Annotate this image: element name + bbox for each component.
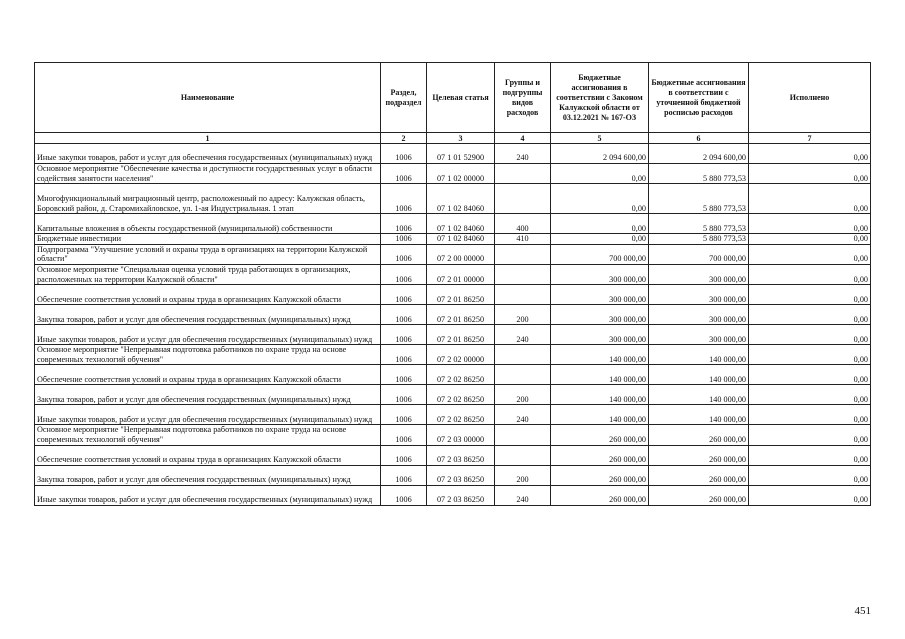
header-target: Целевая статья bbox=[427, 63, 495, 133]
header-row bbox=[35, 63, 871, 133]
cell-refined: 140 000,00 bbox=[649, 405, 749, 425]
cell-target: 07 2 01 00000 bbox=[427, 264, 495, 284]
cell-refined: 140 000,00 bbox=[649, 365, 749, 385]
cell-executed: 0,00 bbox=[749, 485, 871, 505]
cell-executed: 0,00 bbox=[749, 285, 871, 305]
cell-refined: 2 094 600,00 bbox=[649, 144, 749, 164]
cell-law: 0,00 bbox=[551, 214, 649, 234]
cell-executed: 0,00 bbox=[749, 405, 871, 425]
cell-section: 1006 bbox=[381, 305, 427, 325]
cell-group bbox=[495, 365, 551, 385]
column-number: 5 bbox=[551, 133, 649, 144]
cell-group bbox=[495, 445, 551, 465]
table-row bbox=[35, 485, 871, 505]
cell-section: 1006 bbox=[381, 405, 427, 425]
cell-group: 200 bbox=[495, 305, 551, 325]
cell-executed: 0,00 bbox=[749, 325, 871, 345]
cell-target: 07 2 03 86250 bbox=[427, 485, 495, 505]
table-row bbox=[35, 425, 871, 445]
cell-name: Закупка товаров, работ и услуг для обеспечения государственных (муниципальных) нужд bbox=[35, 385, 381, 405]
cell-section: 1006 bbox=[381, 184, 427, 214]
cell-section: 1006 bbox=[381, 264, 427, 284]
cell-group bbox=[495, 264, 551, 284]
header-refined: Бюджетные ассигнования в соответствии с уточненной бюджетной росписью расходов bbox=[649, 63, 749, 133]
table-row bbox=[35, 465, 871, 485]
cell-group bbox=[495, 184, 551, 214]
cell-refined: 5 880 773,53 bbox=[649, 214, 749, 234]
cell-law: 140 000,00 bbox=[551, 365, 649, 385]
column-number: 1 bbox=[35, 133, 381, 144]
cell-name: Бюджетные инвестиции bbox=[35, 234, 381, 245]
cell-name: Иные закупки товаров, работ и услуг для обеспечения государственных (муниципальных) нужд bbox=[35, 405, 381, 425]
cell-executed: 0,00 bbox=[749, 264, 871, 284]
cell-law: 140 000,00 bbox=[551, 345, 649, 365]
cell-section: 1006 bbox=[381, 385, 427, 405]
cell-refined: 300 000,00 bbox=[649, 325, 749, 345]
cell-law: 260 000,00 bbox=[551, 465, 649, 485]
cell-executed: 0,00 bbox=[749, 234, 871, 245]
cell-group: 240 bbox=[495, 144, 551, 164]
cell-group bbox=[495, 285, 551, 305]
cell-law: 300 000,00 bbox=[551, 285, 649, 305]
table-row bbox=[35, 365, 871, 385]
cell-refined: 700 000,00 bbox=[649, 244, 749, 264]
cell-refined: 5 880 773,53 bbox=[649, 184, 749, 214]
column-number: 6 bbox=[649, 133, 749, 144]
cell-executed: 0,00 bbox=[749, 385, 871, 405]
cell-law: 140 000,00 bbox=[551, 405, 649, 425]
cell-name: Закупка товаров, работ и услуг для обеспечения государственных (муниципальных) нужд bbox=[35, 305, 381, 325]
table-row bbox=[35, 234, 871, 245]
cell-section: 1006 bbox=[381, 234, 427, 245]
cell-target: 07 2 02 00000 bbox=[427, 345, 495, 365]
table-row bbox=[35, 345, 871, 365]
cell-name: Основное мероприятие "Непрерывная подготовка работников по охране труда на основе современных технологий обучения" bbox=[35, 425, 381, 445]
page-number: 451 bbox=[854, 605, 871, 617]
cell-executed: 0,00 bbox=[749, 214, 871, 234]
cell-target: 07 2 02 86250 bbox=[427, 385, 495, 405]
table-row bbox=[35, 164, 871, 184]
cell-name: Обеспечение соответствия условий и охраны труда в организациях Калужской области bbox=[35, 445, 381, 465]
cell-law: 0,00 bbox=[551, 184, 649, 214]
cell-group bbox=[495, 244, 551, 264]
cell-target: 07 2 03 86250 bbox=[427, 445, 495, 465]
cell-executed: 0,00 bbox=[749, 144, 871, 164]
cell-law: 260 000,00 bbox=[551, 485, 649, 505]
cell-target: 07 2 01 86250 bbox=[427, 325, 495, 345]
cell-target: 07 2 01 86250 bbox=[427, 305, 495, 325]
cell-group: 240 bbox=[495, 405, 551, 425]
column-number-row bbox=[35, 133, 871, 144]
cell-name: Закупка товаров, работ и услуг для обеспечения государственных (муниципальных) нужд bbox=[35, 465, 381, 485]
cell-section: 1006 bbox=[381, 164, 427, 184]
cell-law: 140 000,00 bbox=[551, 385, 649, 405]
cell-group bbox=[495, 345, 551, 365]
cell-law: 2 094 600,00 bbox=[551, 144, 649, 164]
cell-target: 07 2 03 00000 bbox=[427, 425, 495, 445]
cell-name: Иные закупки товаров, работ и услуг для обеспечения государственных (муниципальных) нужд bbox=[35, 325, 381, 345]
cell-executed: 0,00 bbox=[749, 365, 871, 385]
cell-refined: 140 000,00 bbox=[649, 345, 749, 365]
cell-section: 1006 bbox=[381, 244, 427, 264]
cell-name: Иные закупки товаров, работ и услуг для обеспечения государственных (муниципальных) нужд bbox=[35, 144, 381, 164]
cell-law: 260 000,00 bbox=[551, 445, 649, 465]
cell-executed: 0,00 bbox=[749, 425, 871, 445]
cell-refined: 260 000,00 bbox=[649, 485, 749, 505]
table-row bbox=[35, 244, 871, 264]
cell-executed: 0,00 bbox=[749, 305, 871, 325]
cell-law: 300 000,00 bbox=[551, 325, 649, 345]
cell-target: 07 1 02 84060 bbox=[427, 234, 495, 245]
table-row bbox=[35, 325, 871, 345]
cell-section: 1006 bbox=[381, 485, 427, 505]
cell-name: Капитальные вложения в объекты государственной (муниципальной) собственности bbox=[35, 214, 381, 234]
table-row bbox=[35, 305, 871, 325]
cell-law: 0,00 bbox=[551, 234, 649, 245]
cell-target: 07 1 02 84060 bbox=[427, 214, 495, 234]
column-number: 2 bbox=[381, 133, 427, 144]
column-number: 7 bbox=[749, 133, 871, 144]
table-body bbox=[35, 144, 871, 506]
cell-name: Иные закупки товаров, работ и услуг для обеспечения государственных (муниципальных) нужд bbox=[35, 485, 381, 505]
table-row bbox=[35, 445, 871, 465]
cell-name: Подпрограмма "Улучшение условий и охраны труда в организациях на территории Калужской области" bbox=[35, 244, 381, 264]
cell-law: 700 000,00 bbox=[551, 244, 649, 264]
cell-law: 300 000,00 bbox=[551, 264, 649, 284]
cell-group: 400 bbox=[495, 214, 551, 234]
table-row bbox=[35, 385, 871, 405]
header-law: Бюджетные ассигнования в соответствии с Законом Калужской области от 03.12.2021 № 167-ОЗ bbox=[551, 63, 649, 133]
table-row bbox=[35, 214, 871, 234]
cell-refined: 260 000,00 bbox=[649, 445, 749, 465]
cell-executed: 0,00 bbox=[749, 184, 871, 214]
cell-group: 200 bbox=[495, 465, 551, 485]
cell-target: 07 2 01 86250 bbox=[427, 285, 495, 305]
cell-group bbox=[495, 164, 551, 184]
table-row bbox=[35, 405, 871, 425]
cell-name: Обеспечение соответствия условий и охраны труда в организациях Калужской области bbox=[35, 365, 381, 385]
cell-group bbox=[495, 425, 551, 445]
cell-section: 1006 bbox=[381, 285, 427, 305]
cell-refined: 5 880 773,53 bbox=[649, 234, 749, 245]
cell-refined: 300 000,00 bbox=[649, 285, 749, 305]
header-section: Раздел, подраздел bbox=[381, 63, 427, 133]
cell-target: 07 2 02 86250 bbox=[427, 365, 495, 385]
cell-section: 1006 bbox=[381, 465, 427, 485]
cell-section: 1006 bbox=[381, 425, 427, 445]
table-row bbox=[35, 184, 871, 214]
cell-name: Основное мероприятие "Специальная оценка условий труда работающих в организациях, расположенных на территории Калужской области" bbox=[35, 264, 381, 284]
cell-target: 07 1 02 84060 bbox=[427, 184, 495, 214]
cell-refined: 5 880 773,53 bbox=[649, 164, 749, 184]
cell-refined: 300 000,00 bbox=[649, 264, 749, 284]
cell-group: 410 bbox=[495, 234, 551, 245]
cell-law: 260 000,00 bbox=[551, 425, 649, 445]
cell-section: 1006 bbox=[381, 214, 427, 234]
cell-refined: 300 000,00 bbox=[649, 305, 749, 325]
cell-law: 300 000,00 bbox=[551, 305, 649, 325]
column-number: 3 bbox=[427, 133, 495, 144]
cell-target: 07 2 00 00000 bbox=[427, 244, 495, 264]
cell-name: Основное мероприятие "Непрерывная подготовка работников по охране труда на основе современных технологий обучения" bbox=[35, 345, 381, 365]
cell-section: 1006 bbox=[381, 445, 427, 465]
cell-executed: 0,00 bbox=[749, 465, 871, 485]
cell-group: 240 bbox=[495, 485, 551, 505]
budget-sheet bbox=[34, 62, 870, 506]
cell-refined: 260 000,00 bbox=[649, 465, 749, 485]
header-name: Наименование bbox=[35, 63, 381, 133]
header-groups: Группы и подгруппы видов расходов bbox=[495, 63, 551, 133]
cell-section: 1006 bbox=[381, 345, 427, 365]
cell-target: 07 1 02 00000 bbox=[427, 164, 495, 184]
header-executed: Исполнено bbox=[749, 63, 871, 133]
cell-section: 1006 bbox=[381, 365, 427, 385]
table-row bbox=[35, 144, 871, 164]
cell-target: 07 2 02 86250 bbox=[427, 405, 495, 425]
cell-section: 1006 bbox=[381, 144, 427, 164]
cell-target: 07 1 01 52900 bbox=[427, 144, 495, 164]
cell-name: Основное мероприятие "Обеспечение качества и доступности государственных услуг в области содействия занятости населения" bbox=[35, 164, 381, 184]
budget-table bbox=[34, 62, 871, 506]
table-row bbox=[35, 264, 871, 284]
cell-group: 240 bbox=[495, 325, 551, 345]
cell-refined: 140 000,00 bbox=[649, 385, 749, 405]
cell-executed: 0,00 bbox=[749, 345, 871, 365]
cell-name: Обеспечение соответствия условий и охраны труда в организациях Калужской области bbox=[35, 285, 381, 305]
cell-refined: 260 000,00 bbox=[649, 425, 749, 445]
column-number: 4 bbox=[495, 133, 551, 144]
cell-group: 200 bbox=[495, 385, 551, 405]
cell-name: Многофункциональный миграционный центр, расположенный по адресу: Калужская область, Боровский район, д. Старомихайловское, ул. 1-ая Индустриальная. 1 этап bbox=[35, 184, 381, 214]
cell-target: 07 2 03 86250 bbox=[427, 465, 495, 485]
cell-executed: 0,00 bbox=[749, 164, 871, 184]
cell-law: 0,00 bbox=[551, 164, 649, 184]
cell-executed: 0,00 bbox=[749, 445, 871, 465]
cell-section: 1006 bbox=[381, 325, 427, 345]
table-row bbox=[35, 285, 871, 305]
cell-executed: 0,00 bbox=[749, 244, 871, 264]
